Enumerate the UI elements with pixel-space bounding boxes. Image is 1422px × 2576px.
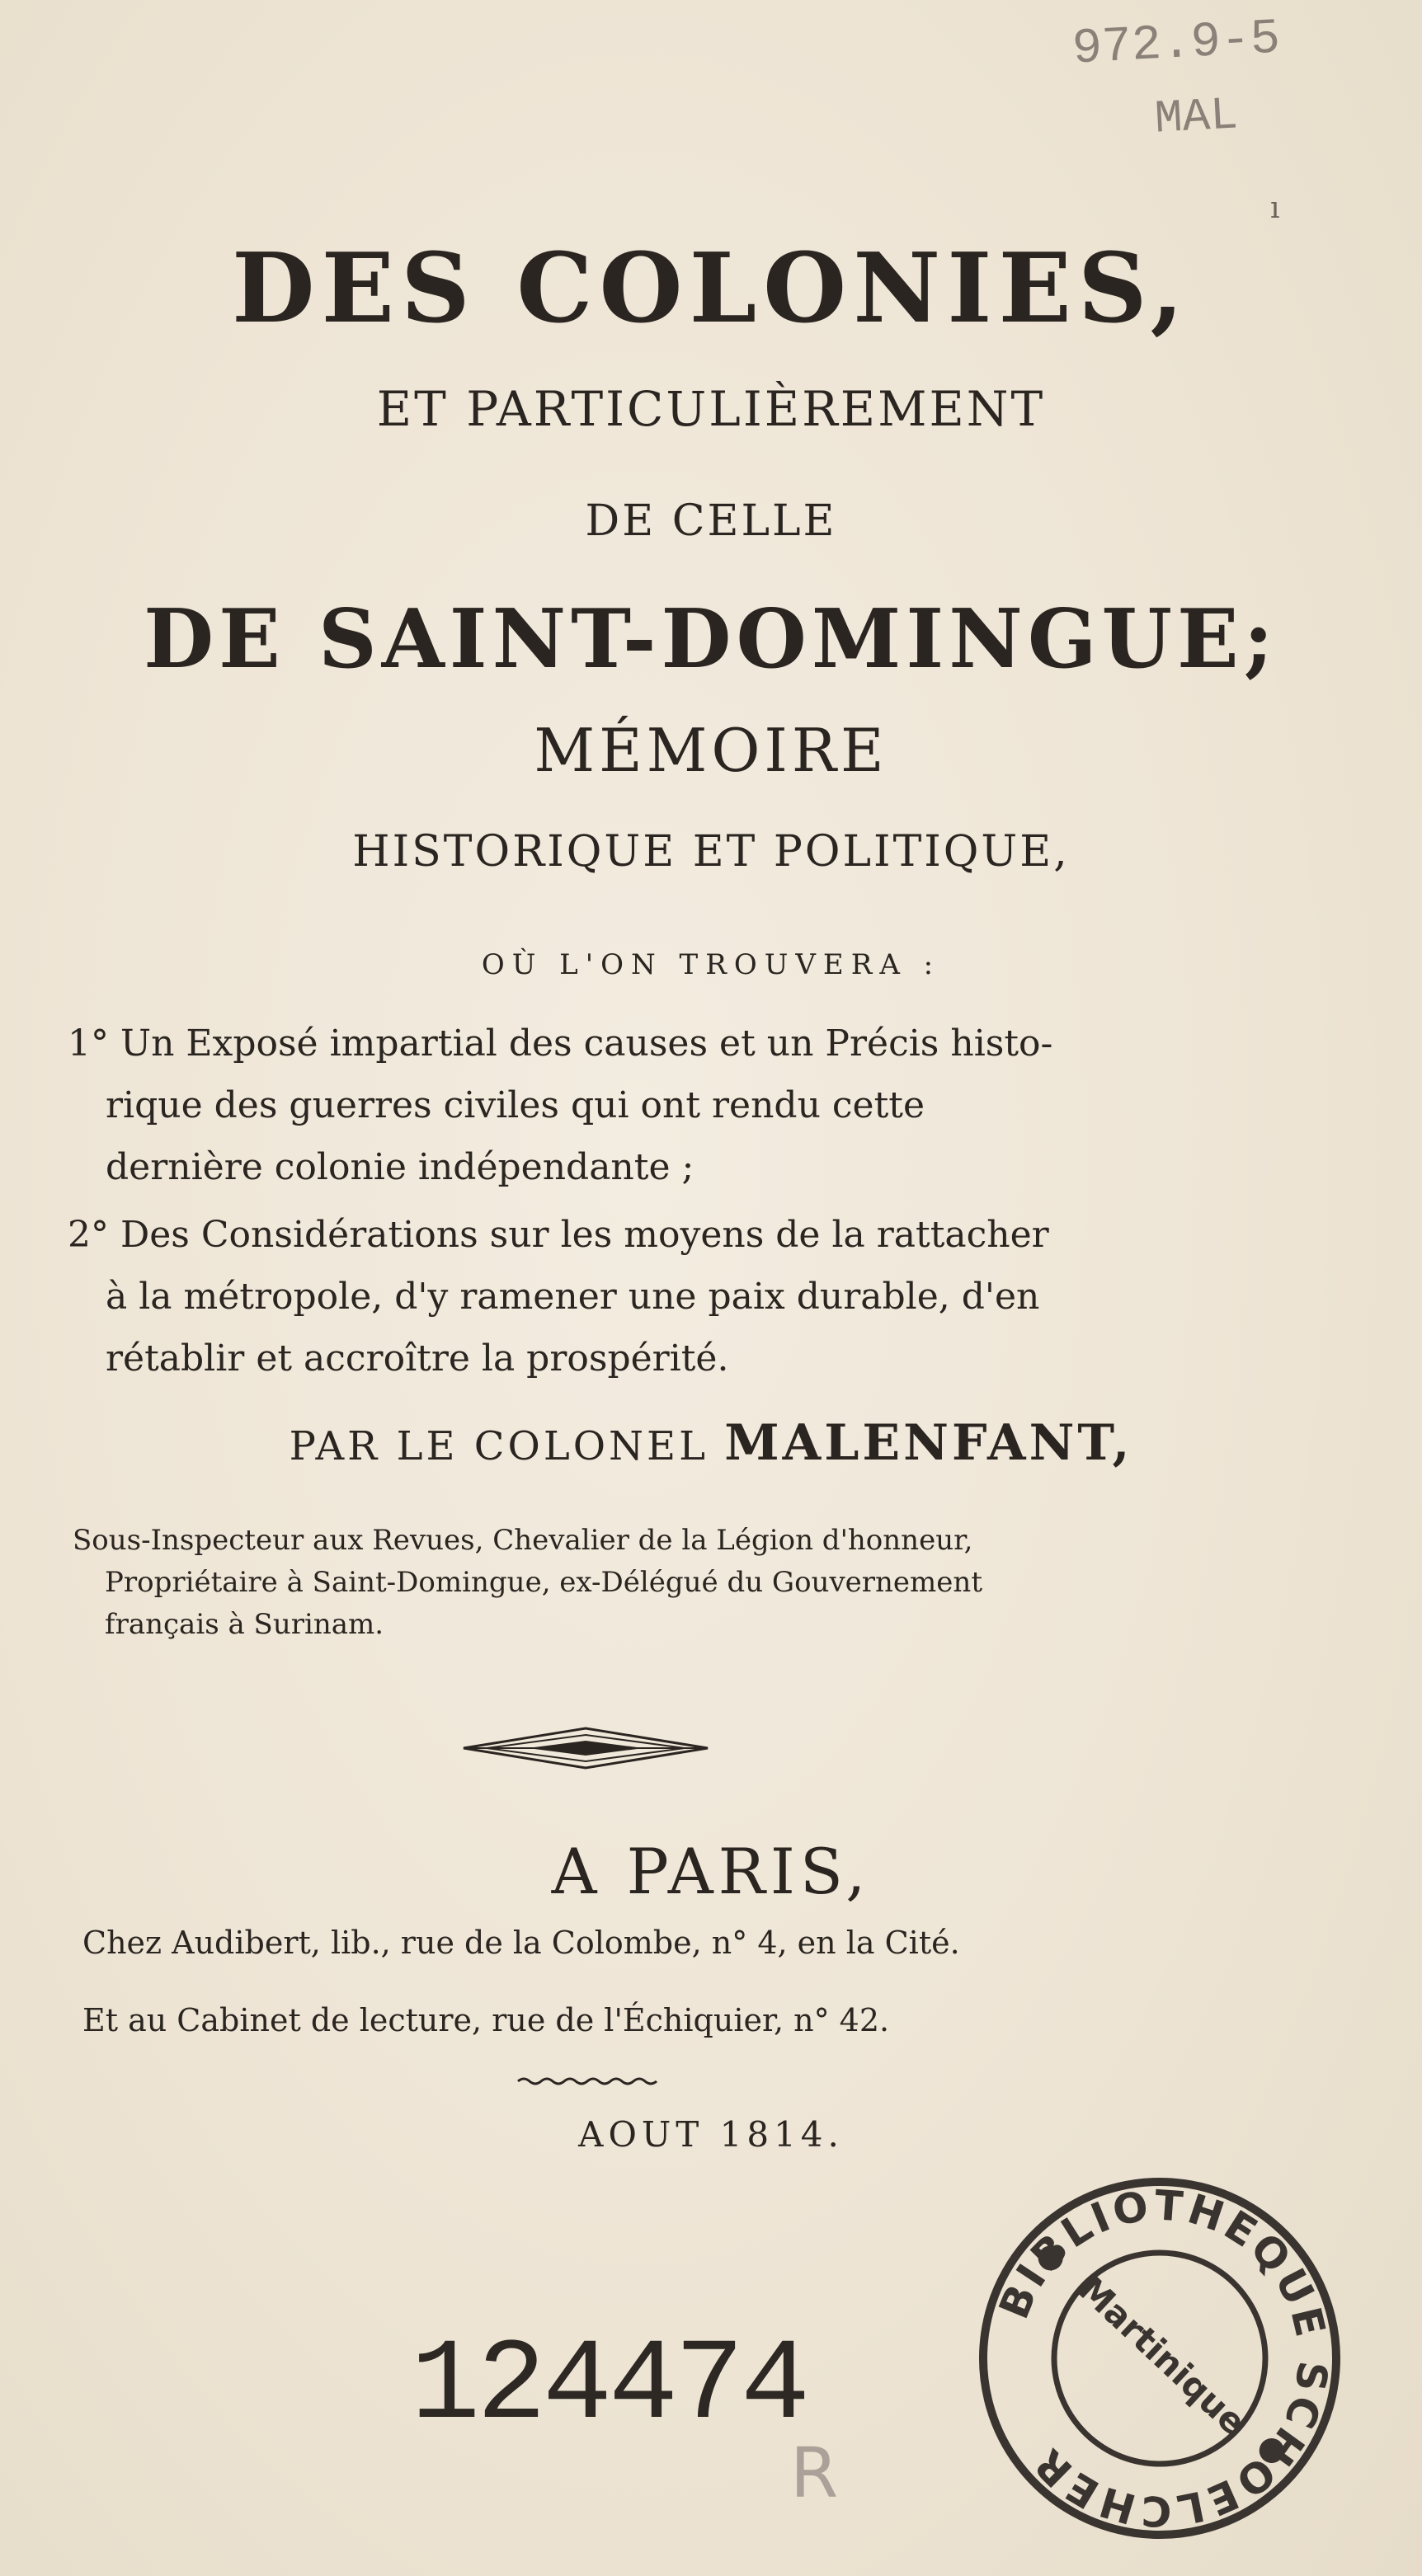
author-title-2: Propriétaire à Saint-Domingue, ex-Délégué du Gouvernement [105, 1566, 982, 1599]
imprint-publisher-2: Et au Cabinet de lecture, rue de l'Échiquier, n° 42. [82, 2002, 890, 2038]
stamp-text: BIBLIOTHEQUE SCHOELCHER [990, 2181, 1337, 2536]
contents-item-2-first-line: 2° Des Considérations sur les moyens de la rattacher [68, 1214, 1049, 1256]
title-line-2: ET PARTICULIÈREMENT [376, 381, 1046, 437]
subtitle-line-2: HISTORIQUE ET POLITIQUE, [352, 827, 1070, 877]
author-title-1: Sous-Inspecteur aux Revues, Chevalier de la Légion d'honneur, [73, 1524, 973, 1557]
ink-speck: ı [1270, 191, 1280, 225]
imprint-date: AOUT 1814. [578, 2114, 844, 2155]
author-name: MALENFANT, [724, 1414, 1133, 1472]
contents-item-2 [68, 1204, 1090, 1389]
accession-number: 124474 [411, 2321, 808, 2452]
wavy-rule [516, 2075, 662, 2088]
author-prefix: PAR LE COLONEL [289, 1423, 709, 1469]
author-line [0, 1414, 1422, 1472]
author-code: MAL [1153, 88, 1240, 146]
title-line-4: DE SAINT-DOMINGUE; [144, 592, 1278, 687]
ornament-rule [462, 1726, 709, 1770]
contents-item-2-continuation: à la métropole, d'y ramener une paix durable, d'en rétablir et accroître la prospérité. [106, 1276, 1040, 1380]
contents-item-1-continuation: rique des guerres civiles qui ont rendu cette dernière colonie indépendante ; [106, 1084, 925, 1188]
title-line-3: DE CELLE [585, 496, 837, 546]
imprint-city: A PARIS, [551, 1835, 871, 1908]
contents-intro: OÙ L'ON TROUVERA : [481, 948, 941, 981]
contents-item-1 [68, 1013, 1090, 1198]
pencil-mark: R [790, 2433, 839, 2513]
subtitle-line-1: MÉMOIRE [534, 716, 888, 785]
contents-item-1-first-line: 1° Un Exposé impartial des causes et un Précis histo- [68, 1022, 1053, 1065]
author-title-3: français à Surinam. [105, 1608, 384, 1641]
call-number: 972.9-5 [1071, 11, 1282, 78]
stamp-center-text: Martinique [1070, 2268, 1255, 2443]
title-line-1: DES COLONIES, [232, 233, 1190, 345]
library-stamp [955, 2154, 1365, 2564]
imprint-publisher-1: Chez Audibert, lib., rue de la Colombe, n° 4, en la Cité. [82, 1925, 960, 1961]
